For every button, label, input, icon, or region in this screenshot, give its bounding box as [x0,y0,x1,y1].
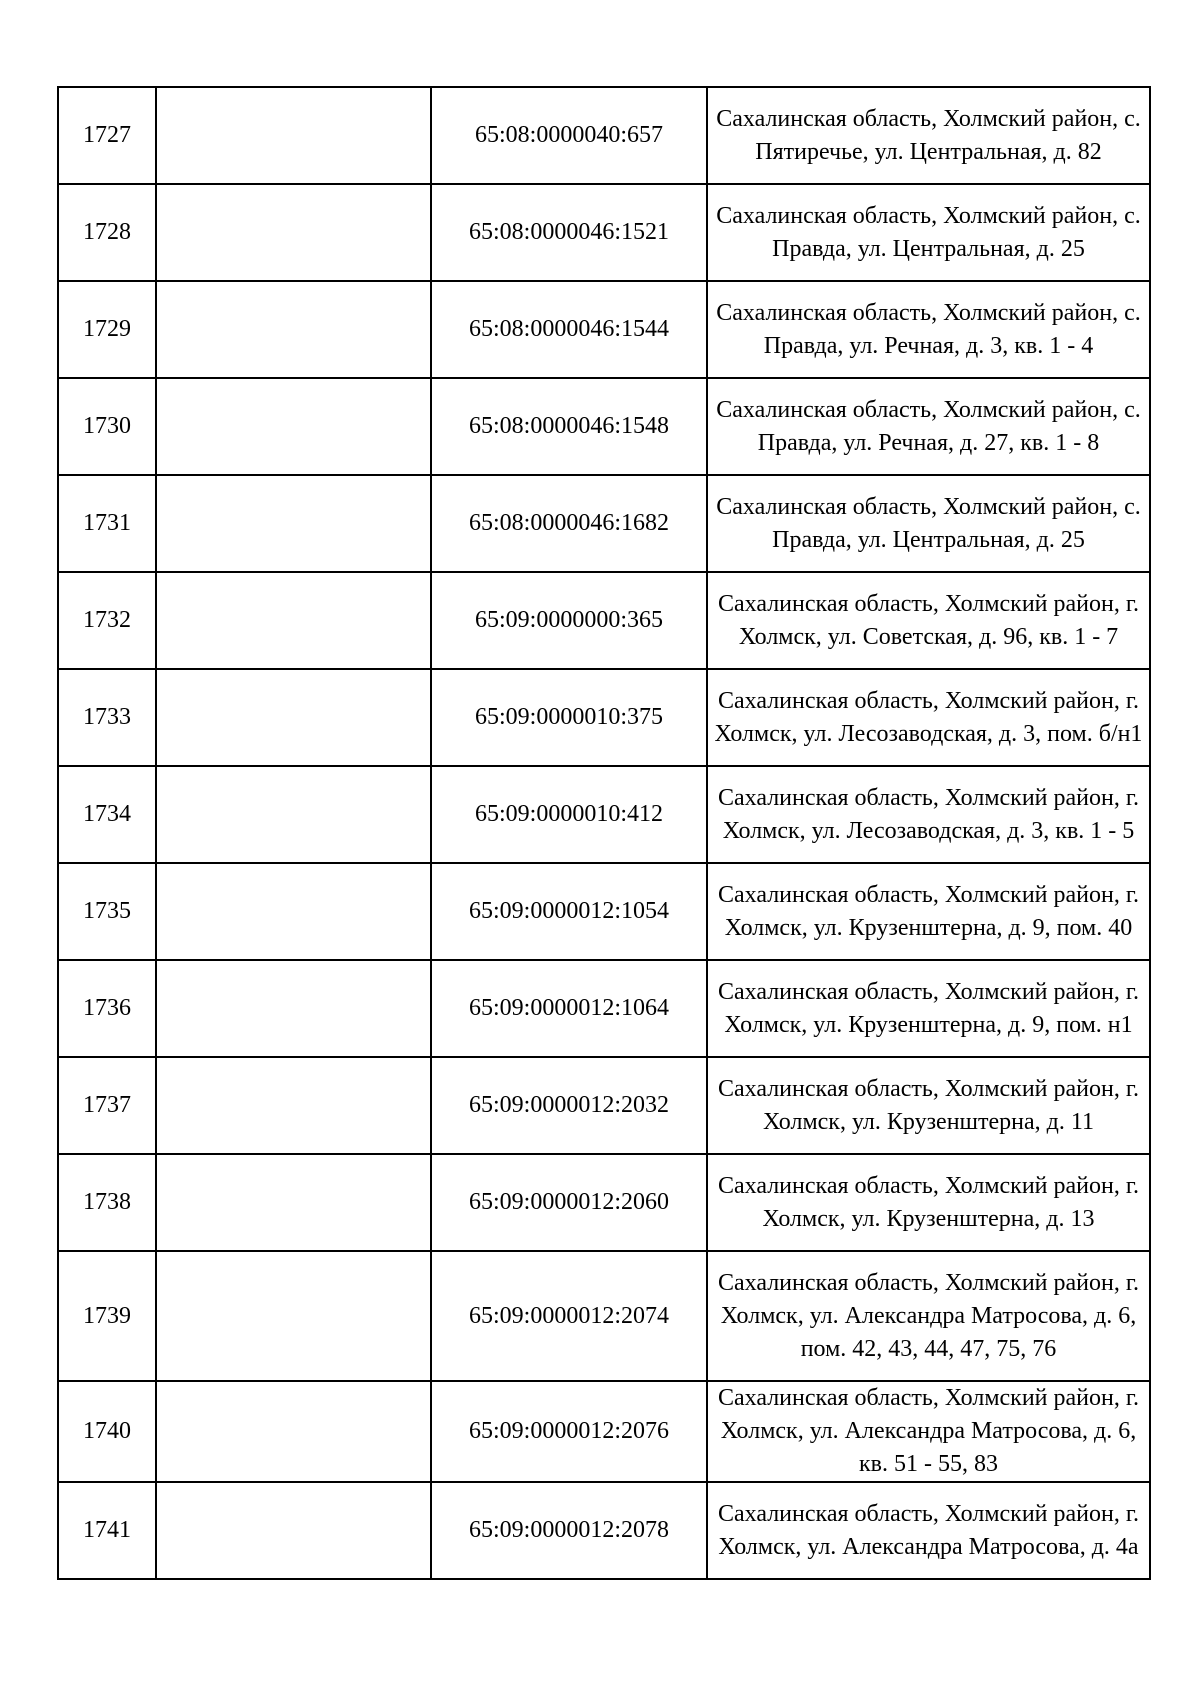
row-number: 1733 [58,669,156,766]
object-name [156,1251,431,1381]
object-name [156,863,431,960]
cadastral-number: 65:09:0000012:2076 [431,1381,707,1482]
object-name [156,1381,431,1482]
cadastral-number: 65:09:0000000:365 [431,572,707,669]
cadastral-number: 65:09:0000010:375 [431,669,707,766]
cadastral-number: 65:09:0000012:1054 [431,863,707,960]
cadastral-number: 65:09:0000012:2060 [431,1154,707,1251]
object-name [156,572,431,669]
object-address: Сахалинская область, Холмский район, г. Холмск, ул. Советская, д. 96, кв. 1 - 7 [707,572,1150,669]
object-name [156,87,431,184]
row-number: 1735 [58,863,156,960]
object-address: Сахалинская область, Холмский район, г. Холмск, ул. Крузенштерна, д. 9, пом. 40 [707,863,1150,960]
cadastral-number: 65:08:0000046:1682 [431,475,707,572]
object-address: Сахалинская область, Холмский район, г. Холмск, ул. Крузенштерна, д. 11 [707,1057,1150,1154]
row-number: 1741 [58,1482,156,1579]
row-number: 1734 [58,766,156,863]
cadastral-number: 65:09:0000010:412 [431,766,707,863]
table-row [58,863,1150,960]
object-address: Сахалинская область, Холмский район, с. Правда, ул. Речная, д. 27, кв. 1 - 8 [707,378,1150,475]
table-row [58,378,1150,475]
row-number: 1732 [58,572,156,669]
table-row [58,1381,1150,1482]
table-row [58,669,1150,766]
table-row [58,475,1150,572]
object-address: Сахалинская область, Холмский район, г. Холмск, ул. Крузенштерна, д. 13 [707,1154,1150,1251]
cadastral-number: 65:09:0000012:1064 [431,960,707,1057]
object-address: Сахалинская область, Холмский район, г. Холмск, ул. Александра Матросова, д. 6, кв. 51 - 55, 83 [707,1381,1150,1482]
table-row [58,960,1150,1057]
object-address: Сахалинская область, Холмский район, с. Правда, ул. Центральная, д. 25 [707,184,1150,281]
table-row [58,1482,1150,1579]
object-address: Сахалинская область, Холмский район, с. Правда, ул. Речная, д. 3, кв. 1 - 4 [707,281,1150,378]
object-name [156,1154,431,1251]
row-number: 1729 [58,281,156,378]
object-name [156,960,431,1057]
row-number: 1728 [58,184,156,281]
object-address: Сахалинская область, Холмский район, г. Холмск, ул. Александра Матросова, д. 6, пом. 42, 43, 44, 47, 75, 76 [707,1251,1150,1381]
object-address: Сахалинская область, Холмский район, с. Правда, ул. Центральная, д. 25 [707,475,1150,572]
table-row [58,1154,1150,1251]
row-number: 1727 [58,87,156,184]
row-number: 1730 [58,378,156,475]
object-name [156,475,431,572]
row-number: 1740 [58,1381,156,1482]
object-name [156,766,431,863]
object-name [156,1057,431,1154]
row-number: 1736 [58,960,156,1057]
row-number: 1737 [58,1057,156,1154]
object-name [156,281,431,378]
object-name [156,1482,431,1579]
cadastral-number: 65:09:0000012:2032 [431,1057,707,1154]
property-registry-table [57,86,1151,1580]
cadastral-number: 65:08:0000046:1548 [431,378,707,475]
object-address: Сахалинская область, Холмский район, г. Холмск, ул. Крузенштерна, д. 9, пом. н1 [707,960,1150,1057]
row-number: 1731 [58,475,156,572]
cadastral-number: 65:09:0000012:2078 [431,1482,707,1579]
table-body [58,87,1150,1579]
cadastral-number: 65:08:0000040:657 [431,87,707,184]
row-number: 1738 [58,1154,156,1251]
table-row [58,184,1150,281]
object-address: Сахалинская область, Холмский район, с. Пятиречье, ул. Центральная, д. 82 [707,87,1150,184]
object-name [156,184,431,281]
object-address: Сахалинская область, Холмский район, г. Холмск, ул. Александра Матросова, д. 4а [707,1482,1150,1579]
cadastral-number: 65:08:0000046:1521 [431,184,707,281]
object-address: Сахалинская область, Холмский район, г. Холмск, ул. Лесозаводская, д. 3, пом. б/н1 [707,669,1150,766]
object-address: Сахалинская область, Холмский район, г. Холмск, ул. Лесозаводская, д. 3, кв. 1 - 5 [707,766,1150,863]
table-row [58,1057,1150,1154]
row-number: 1739 [58,1251,156,1381]
object-name [156,378,431,475]
table-row [58,572,1150,669]
cadastral-number: 65:09:0000012:2074 [431,1251,707,1381]
object-name [156,669,431,766]
table-row [58,766,1150,863]
table-row [58,281,1150,378]
table-row [58,1251,1150,1381]
cadastral-number: 65:08:0000046:1544 [431,281,707,378]
table-row [58,87,1150,184]
